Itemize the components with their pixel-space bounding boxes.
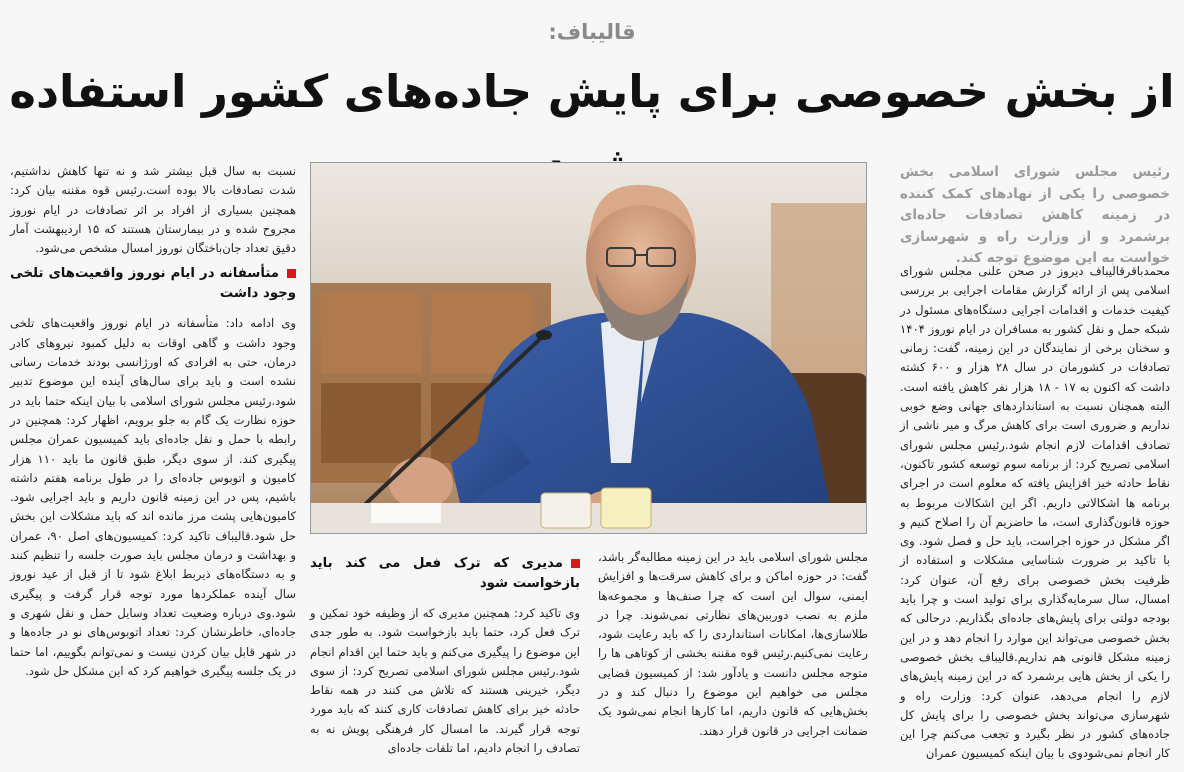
column-mid-left-text: وی تاکید کرد: همچنین مدیری که از وظیفه خود تمکین و ترک فعل کرد، حتما باید بازخواست شود. به طور جدی این موضوع را پیگیری می‌کنم و باید حتما این اقدام انجام شود.رئیس مجلس شورای اسلامی تصریح کرد: از سوی دیگر، خیرینی هستند که تلاش می کنند در همه نقاط حادثه خیز برای کاهش تصادفات کاری کنند که باید مورد توجه قرار گیرند. ما امسال کار فرهنگی پویش نه به تصادف را انجام دادیم، اما تلفات جاده‌ای	[310, 606, 580, 756]
subhead-nowruz	[10, 264, 296, 304]
kicker: قالیباف:	[548, 20, 636, 44]
subhead-manager	[310, 554, 580, 594]
column-right	[900, 262, 1170, 764]
column-mid-right-text: مجلس شورای اسلامی باید در این زمینه مطالبه‌گر باشد، گفت: در حوزه اماکن و برای کاهش سرقت‌ها و افزایش ایمنی، سوال این است که چرا صنف‌ها و مجموعه‌ها ملزم به نصب دوربین‌های نظارتی نمی‌شوند. چرا در طلاسازی‌ها، امکانات استانداردی را که باید رعایت شود، رعایت نمی‌کنیم.رئیس قوه مقننه بخشی از کوتاهی ها را متوجه مجلس دانست و یادآور شد: از کمیسیون قضایی مجلس می خواهیم این موضوع را دنبال کند و در بخش‌هایی که قانون داریم، اما کارها انجام نمی‌شود یک ضمانت اجرایی در قانون قرار دهند.	[598, 550, 868, 738]
column-left-body-text: وی ادامه داد: متأسفانه در ایام نوروز واقعیت‌های تلخی وجود داشت و گاهی اوقات به دلیل کمبود نیروهای کادر درمان، حتی به افرادی که اورژانسی بودند خدمات رسانی نشده است و باید برای سال‌های آینده این موضوع تدبیر شود.رئیس مجلس شورای اسلامی با بیان اینکه حتما باید در حوزه نظارت یک گام به جلو برویم، اظهار کرد: همچنین در رابطه با حمل و نقل جاده‌ای باید کمیسیون عمران مجلس پیگیری کند. از سوی دیگر، طبق قانون ما باید ۱۱۰ هزار کامیون و اتوبوس جاده‌ای را در طول برنامه هفتم داشته باشیم، پس در این زمینه قانون داریم و باید اجرایی شود. کامیون‌هایی پشت مرز مانده اند که باید مشکلات این بخش حل شود.قالیباف تاکید کرد: کمیسیون‌های اصل ۹۰، عمران و بهداشت و درمان مجلس باید صورت جلسه را تنظیم کنند و به دستگاه‌های ذیربط ابلاغ شود تا از قبل از عید نوروز سال آینده عملکردها مورد توجه قرار گرفت و پیگیری شود.وی درباره وضعیت تعداد وسایل حمل و نقل شهری و جاده‌ای، خاطرنشان کرد: تعداد اتوبوس‌های نو در جاده‌ها و در شهر قابل بیان کردن نیست و نمی‌توانم بگوییم، اما حتما در یک جلسه پیگیری خواهیم کرد که این مشکل حل شود.	[10, 316, 296, 678]
subhead-manager-text: مدیری که ترک فعل می کند باید بازخواست شود	[310, 556, 580, 591]
lead-paragraph: رئیس مجلس شورای اسلامی بخش خصوصی را یکی از نهادهای کمک کننده در زمینه کاهش تصادفات جاده‌ای برشمرد و از وزارت راه و شهرسازی خواست به این موضوع توجه کند.	[900, 164, 1170, 266]
column-mid-left	[310, 548, 580, 758]
red-square-icon	[571, 559, 580, 568]
column-right-text: محمدباقرقالیباف دیروز در صحن علنی مجلس شورای اسلامی پس از ارائه گزارش مقامات اجرایی بر بررسی کیفیت خدمات و اقدامات اجرایی دستگاه‌های مسئول در شبکه حمل و نقل کشور به مسافران در ایام نوروز ۱۴۰۴ و سخنان برخی از نمایندگان در این زمینه، گفت: زمانی تصادفات در کشورمان در سال ۲۸ هزار و ۶۰۰ کشته داشت که اکنون به ۱۷ - ۱۸ هزار نفر کاهش یافته است. البته همچنان نسبت به استانداردهای جهانی وضع خوبی نداریم و ضروری است برای کاهش مرگ و میر ناشی از تصادف اقدامات لازم انجام شود.رئیس مجلس شورای اسلامی تصریح کرد: از برنامه سوم توسعه کشور تاکنون، نقاط حادثه خیز افزایش یافته که معلوم است در اجرای برنامه ها اشکالاتی داریم. اگر این اشکالات مربوط به حوزه قانون‌گذاری است، ما حاضریم آن را اصلاح کنیم و اگر مشکل در حوزه اجراست، باید حل و فصل شود. وی با تاکید بر ضرورت شناسایی مشکلات و استفاده از ظرفیت بخش خصوصی برای رفع آن، عنوان کرد: امسال، سال سرمایه‌گذاری برای تولید است و چرا باید بودجه دولتی برای پایش‌های جاده‌ای بگذاریم. درحالی که بخش خصوصی می‌تواند این موارد را انجام دهد و در این زمینه مشکل قانونی هم نداریم.قالیباف بخش خصوصی را یکی از بخش هایی برشمرد که در این زمینه پایش‌های لازم را انجام می‌دهد، عنوان کرد: وزارت راه و شهرسازی می‌تواند بخش خصوصی را برای پایش کل جاده‌های کشور در نظر بگیرد و تجعب می‌کنم چرا این کار انجام نمی‌شودوی با بیان اینکه کمیسیون عمران	[900, 264, 1170, 761]
photo-illustration	[311, 163, 867, 534]
article-photo	[310, 162, 867, 534]
subhead-nowruz-text: متأسفانه در ایام نوروز واقعیت‌های تلخی وجود داشت	[10, 266, 296, 302]
red-square-icon	[287, 269, 296, 278]
headline: از بخش خصوصی برای پایش جاده‌های کشور استفاده	[9, 65, 1175, 118]
column-left	[10, 162, 296, 681]
column-mid-right	[598, 548, 868, 741]
column-left-top-text: نسبت به سال قبل بیشتر شد و نه تنها کاهش نداشتیم، شدت تصادفات بالا بوده است.رئیس قوه مقننه بیان کرد: همچنین بسیاری از افراد بر اثر تصادفات در ایام نوروز مجروح شده و در بیمارستان هستند که ۱۵ اردیبهشت آمار دقیق تعداد جان‌باختگان نوروز امسال مشخص می‌شود.	[10, 164, 296, 256]
